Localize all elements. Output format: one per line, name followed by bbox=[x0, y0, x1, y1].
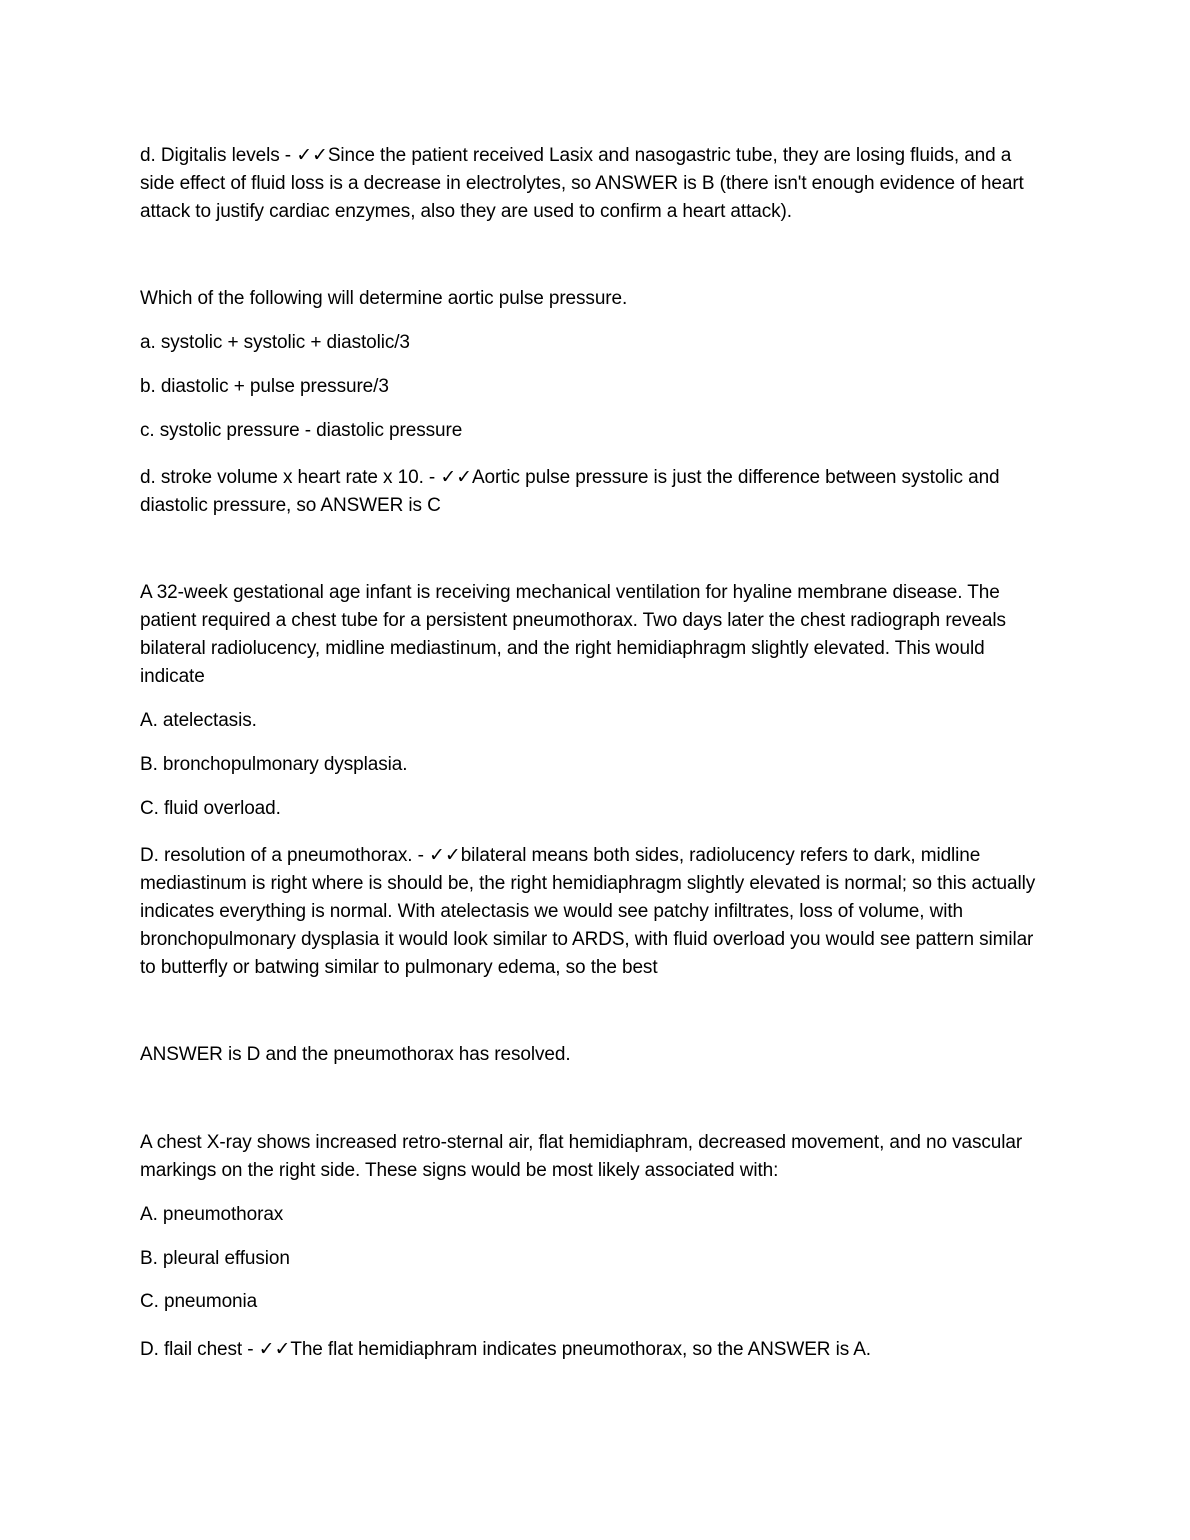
q1-option-d: d. Digitalis levels - bbox=[140, 145, 297, 166]
q2-option-b: b. diastolic + pulse pressure/3 bbox=[140, 376, 389, 397]
q3-option-c: C. fluid overload. bbox=[140, 798, 281, 819]
q3-stem: A 32-week gestational age infant is receiving mechanical ventilation for hyaline membrane disease. The patient required a chest tube for a persistent pneumothorax. Two days later the chest radiograph reveals bilateral radiolucency, midline mediastinum, and the right hemidiaphragm slightly elevated. This would indicate bbox=[140, 582, 1006, 687]
q2-option-d: d. stroke volume x heart rate x 10. - bbox=[140, 467, 441, 488]
q2-stem: Which of the following will determine aortic pulse pressure. bbox=[140, 288, 628, 309]
q2-answer-line bbox=[140, 463, 1050, 520]
q1-answer-line bbox=[140, 141, 1050, 226]
double-check-icon: ✓✓ bbox=[258, 1338, 291, 1360]
q1-explanation: Since the patient received Lasix and nasogastric tube, they are losing fluids, and a side effect of fluid loss is a decrease in electrolytes, so ANSWER is B (there isn't enough evidence of heart attack to justify cardiac enzymes, also they are used to confirm a heart attack). bbox=[140, 145, 1024, 222]
q3-explanation: bilateral means both sides, radiolucency refers to dark, midline mediastinum is right where is should be, the right hemidiaphragm slightly elevated is normal; so this actually indicates everything is normal. With atelectasis we would see patchy infiltrates, loss of volume, with bronchopulmonary dysplasia it would look similar to ARDS, with fluid overload you would see pattern similar to butterfly or batwing similar to pulmonary edema, so the best bbox=[140, 845, 1036, 978]
double-check-icon: ✓✓ bbox=[429, 844, 461, 866]
q4-option-d: D. flail chest - bbox=[140, 1339, 259, 1360]
double-check-icon: ✓✓ bbox=[440, 466, 472, 488]
q3-option-d: D. resolution of a pneumothorax. - bbox=[140, 845, 430, 866]
q3-option-b: B. bronchopulmonary dysplasia. bbox=[140, 754, 408, 775]
q4-answer-line bbox=[140, 1335, 1050, 1364]
double-check-icon: ✓✓ bbox=[296, 144, 328, 166]
q2-option-a: a. systolic + systolic + diastolic/3 bbox=[140, 332, 410, 353]
q3-option-a: A. atelectasis. bbox=[140, 710, 257, 731]
q2-option-c: c. systolic pressure - diastolic pressure bbox=[140, 420, 463, 441]
q4-option-b: B. pleural effusion bbox=[140, 1248, 290, 1269]
q2-explanation: Aortic pulse pressure is just the difference between systolic and diastolic pressure, so ANSWER is C bbox=[140, 467, 1000, 516]
q4-option-a: A. pneumothorax bbox=[140, 1204, 284, 1225]
q4-option-c: C. pneumonia bbox=[140, 1291, 258, 1312]
q4-explanation: The flat hemidiaphram indicates pneumothorax, so the ANSWER is A. bbox=[290, 1339, 871, 1360]
q3-answer-continuation: ANSWER is D and the pneumothorax has resolved. bbox=[140, 1044, 571, 1065]
q3-answer-line bbox=[140, 841, 1050, 982]
q4-stem: A chest X-ray shows increased retro-sternal air, flat hemidiaphram, decreased movement, and no vascular markings on the right side. These signs would be most likely associated with: bbox=[140, 1132, 1023, 1181]
